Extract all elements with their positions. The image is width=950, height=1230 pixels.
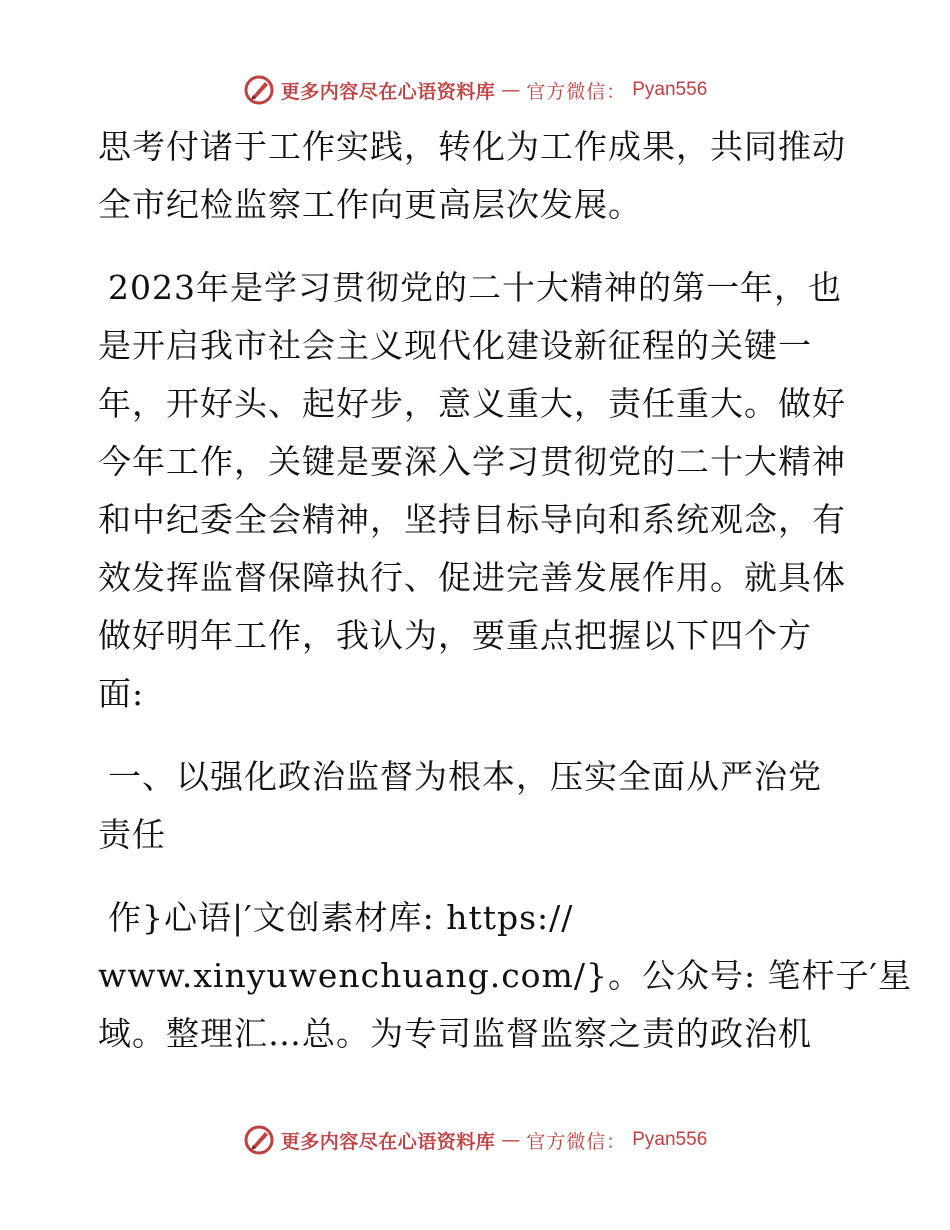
text-line: 年，开好头、起好步，意义重大，责任重大。做好	[98, 384, 846, 423]
banner-dash: —	[501, 1129, 521, 1151]
text-line: 效发挥监督保障执行、促进完善发展作用。就具体	[98, 558, 846, 597]
paragraph-1	[98, 118, 858, 234]
banner-dash: —	[501, 79, 521, 101]
document-body	[98, 118, 913, 1088]
footer-banner	[0, 1120, 950, 1160]
banner-wechat-id: Pyan556	[632, 1129, 708, 1150]
text-line: 责任	[98, 815, 166, 854]
header-banner	[0, 70, 950, 110]
text-line: 作}心语|′文创素材库: https://	[108, 898, 574, 937]
text-line: 和中纪委全会精神，坚持目标导向和系统观念，有	[98, 500, 846, 539]
paragraph-2	[98, 259, 858, 723]
text-line: 思考付诸于工作实践，转化为工作成果，共同推动	[98, 127, 846, 166]
text-line: 2023年是学习贯彻党的二十大精神的第一年，也	[108, 268, 842, 307]
quill-pen-logo-icon	[243, 1124, 275, 1156]
quill-pen-logo-icon	[243, 74, 275, 106]
banner-brand: 更多内容尽在心语资料库	[280, 80, 496, 103]
text-line: 今年工作，关键是要深入学习贯彻党的二十大精神	[98, 442, 846, 481]
banner-brand: 更多内容尽在心语资料库	[280, 1130, 496, 1153]
text-line: 做好明年工作，我认为，要重点把握以下四个方	[98, 616, 812, 655]
paragraph-3	[98, 889, 913, 1063]
banner-wechat-label: 官方微信：	[526, 80, 627, 103]
text-line: 全市纪检监察工作向更高层次发展。	[98, 185, 642, 224]
banner-wechat-id: Pyan556	[632, 79, 708, 100]
text-line: 域。整理汇…总。为专司监督监察之责的政治机	[98, 1014, 812, 1053]
section-heading-1	[98, 748, 858, 864]
banner-wechat-label: 官方微信：	[526, 1130, 627, 1153]
text-line: www.xinyuwenchuang.com/}。公众号: 笔杆子′星	[98, 956, 913, 995]
text-line: 是开启我市社会主义现代化建设新征程的关键一	[98, 326, 812, 365]
text-line: 面:	[98, 674, 145, 713]
text-line: 一、以强化政治监督为根本，压实全面从严治党	[108, 757, 822, 796]
